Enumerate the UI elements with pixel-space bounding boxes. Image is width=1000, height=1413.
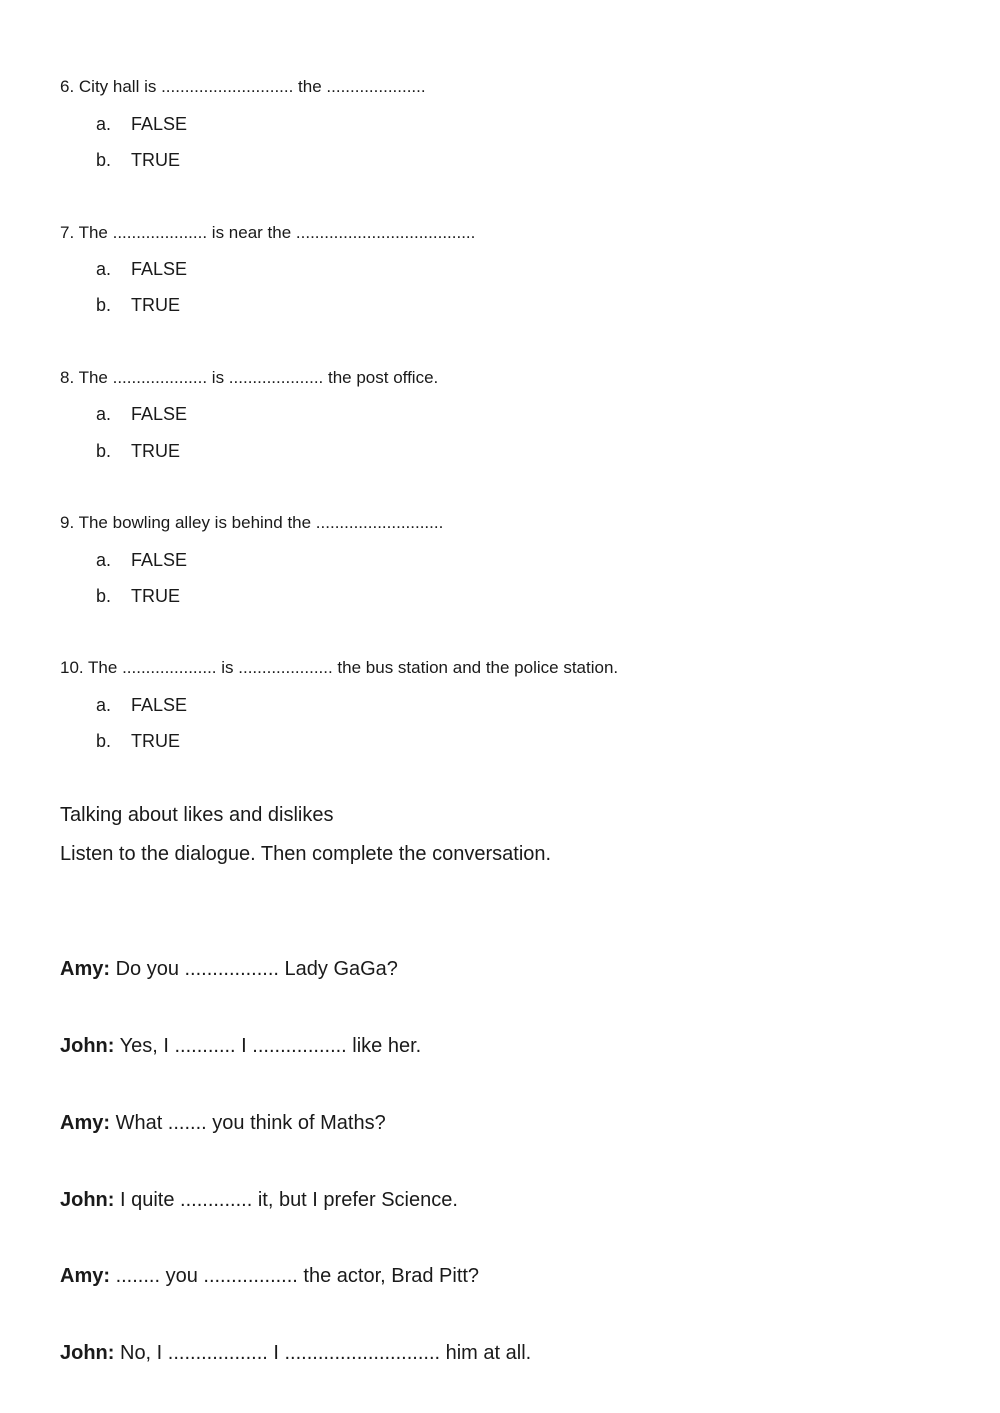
option-letter: a. [96,695,112,715]
question-9-option-b[interactable] [96,585,180,607]
speaker-name: John: [60,1189,115,1211]
dialogue-text: No, I .................. I ............................ him at all. [114,1342,532,1364]
dialogue-line [60,1264,479,1288]
speaker-name: John: [60,1035,115,1057]
dialogue-line [60,1188,458,1212]
question-6-option-a[interactable] [96,113,187,135]
section-title: Talking about likes and dislikes [60,804,334,826]
question-10-option-a[interactable] [96,694,187,716]
option-text: TRUE [131,731,180,751]
question-8-stem: 8. The .................... is .................... the post office. [60,368,439,387]
option-letter: b. [96,731,112,751]
option-text: TRUE [131,295,180,315]
question-9-stem: 9. The bowling alley is behind the ........................... [60,513,444,532]
speaker-name: Amy: [60,1265,111,1287]
option-text: FALSE [131,404,188,424]
dialogue-line [60,1341,531,1365]
option-text: FALSE [131,259,188,279]
question-6-option-b[interactable] [96,149,180,171]
option-letter: a. [96,259,112,279]
option-text: FALSE [131,550,188,570]
option-letter: b. [96,441,112,461]
speaker-name: Amy: [60,958,111,980]
question-8-option-a[interactable] [96,403,187,425]
option-letter: a. [96,404,112,424]
dialogue-text: ........ you ................. the actor, Brad Pitt? [110,1265,480,1287]
dialogue-line [60,957,398,981]
dialogue-text: Do you ................. Lady GaGa? [110,958,398,980]
question-7-option-a[interactable] [96,258,187,280]
dialogue-line [60,1034,421,1058]
option-text: FALSE [131,114,188,134]
question-9-option-a[interactable] [96,549,187,571]
option-letter: a. [96,114,112,134]
speaker-name: John: [60,1342,115,1364]
dialogue-text: Yes, I ........... I ................. like her. [114,1035,422,1057]
option-letter: b. [96,150,112,170]
dialogue-text: I quite ............. it, but I prefer Science. [114,1189,458,1211]
option-letter: b. [96,586,112,606]
question-10-stem: 10. The .................... is .................... the bus station and the police station. [60,658,619,677]
question-7-stem: 7. The .................... is near the ...................................... [60,223,476,242]
option-letter: b. [96,295,112,315]
option-text: FALSE [131,695,188,715]
question-7-option-b[interactable] [96,294,180,316]
option-text: TRUE [131,150,180,170]
dialogue-text: What ....... you think of Maths? [110,1112,386,1134]
option-letter: a. [96,550,112,570]
dialogue-line [60,1111,386,1135]
question-8-option-b[interactable] [96,440,180,462]
speaker-name: Amy: [60,1112,111,1134]
option-text: TRUE [131,586,180,606]
question-6-stem: 6. City hall is ............................ the ..................... [60,77,426,96]
question-10-option-b[interactable] [96,730,180,752]
option-text: TRUE [131,441,180,461]
section-instruction: Listen to the dialogue. Then complete the conversation. [60,843,552,865]
